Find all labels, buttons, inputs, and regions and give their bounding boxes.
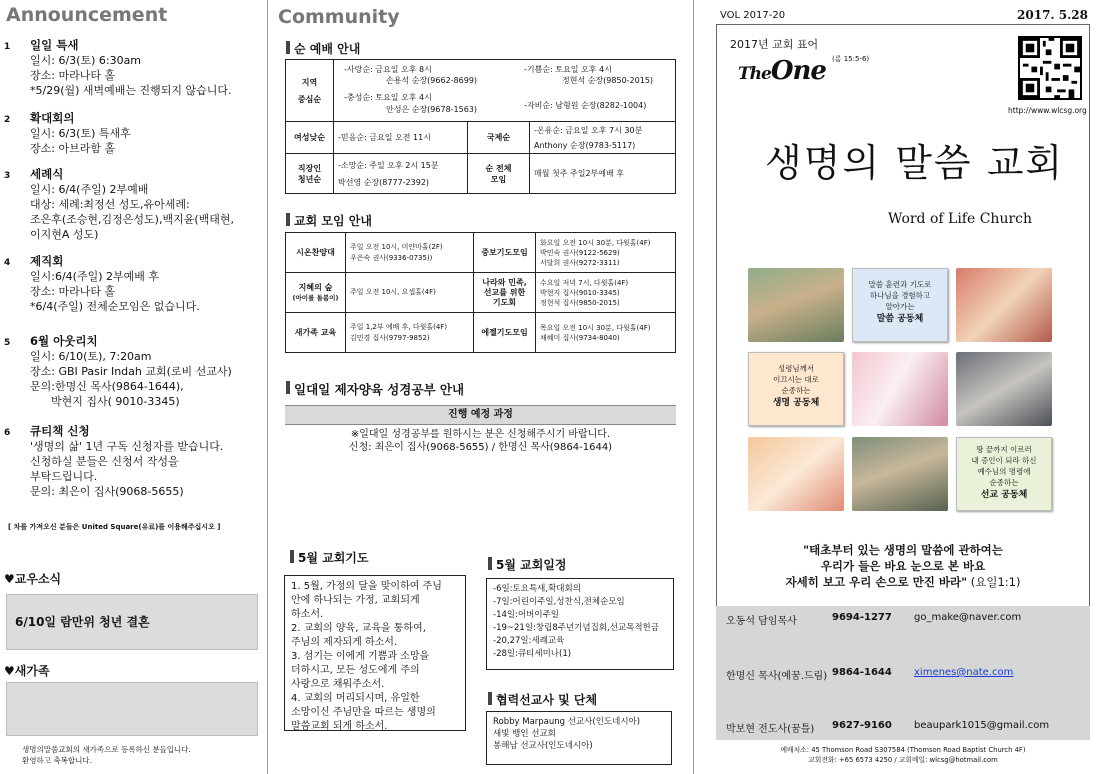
label-line: 순 전체 [485, 163, 512, 173]
region-text: -충성순: 토요일 오후 4시 [344, 92, 432, 102]
region-text: 손용석 순장(9662-8699) [386, 75, 478, 85]
qr-code-icon[interactable] [1018, 36, 1082, 100]
meeting-text: 정현석 집사(9850-2015) [540, 298, 620, 307]
quote-reference: (요일1:1) [967, 575, 1021, 589]
caption-line: 성령님께서 [777, 364, 815, 373]
news-text: 6/10일 람만위 청년 결혼 [15, 615, 150, 629]
prayer-line: 사랑으로 채워주소서. [291, 679, 385, 690]
bulletin-date: 2017. 5.28 [1017, 8, 1088, 22]
meeting-label [286, 273, 346, 313]
caption-word-community [852, 268, 948, 342]
meeting-cell [536, 233, 676, 273]
region-cell [334, 60, 676, 122]
volume-number: VOL 2017-20 [720, 10, 786, 21]
region-text: -사랑순: 금요일 오후 8시 [344, 64, 432, 74]
meeting-text: 우은숙 권사(9336-0735)) [350, 253, 433, 262]
prayer-line: 주님의 제자되게 하소서. [291, 637, 398, 648]
website-url[interactable]: http://www.wlcsg.org [1008, 106, 1087, 115]
prayer-line: 2. 교회의 양육, 교육을 통하여, [291, 623, 426, 634]
item-line: 문의:한명신 목사(9864-1644), [30, 380, 184, 393]
schedule-line: -14일:어버이주일 [493, 610, 560, 620]
contact-email[interactable]: go_make@naver.com [914, 612, 1022, 623]
item-line: 장소: 마라나타 홀 [30, 285, 116, 298]
prayer-line: 3. 섬기는 이에게 기쁨과 소망을 [291, 651, 430, 662]
label-line: 지혜의 숲 [298, 282, 333, 292]
item-line: 장소: 아브라함 홀 [30, 142, 116, 155]
caption-line: 순종하는 [989, 478, 1019, 487]
quote-line: "태초부터 있는 생명의 말씀에 관하여는 [803, 543, 1003, 557]
logo-the: The [738, 64, 771, 84]
item-number: 4 [4, 258, 11, 268]
caption-line: 내 증인이 되라 하신 [971, 456, 1037, 465]
item-number: 5 [4, 338, 11, 348]
announcement-item [4, 334, 262, 409]
intl-cell [530, 122, 676, 154]
announcement-item [4, 111, 262, 156]
prayer-line: 4. 교회의 머리되시며, 유일한 [291, 693, 420, 704]
item-line: 일시: 6/10(토), 7:20am [30, 350, 152, 363]
meeting-text: 박민숙 권사(9122-5629) [540, 248, 620, 257]
meeting-cell [536, 313, 676, 353]
progress-line: ※일대일 성경공부를 원하시는 분은 신청해주시기 바랍니다. [350, 429, 611, 440]
item-line: 박현지 집사( 9010-3345) [30, 395, 180, 408]
item-line: 이지현A 성도) [30, 228, 99, 241]
meeting-label: 나라와 민족, 선교를 위한 기도회 [474, 273, 536, 313]
item-number: 3 [4, 171, 11, 181]
progress-title: 진행 예정 과정 [285, 405, 676, 425]
newcomer-box [6, 682, 258, 736]
address-line: 예배처소: 45 Thomson Road S307584 (Thomson Road Baptist Church 4F) [780, 746, 1026, 754]
intl-label: 국제순 [468, 122, 530, 154]
item-heading: 확대회의 [30, 111, 75, 125]
meeting-cell [346, 233, 474, 273]
parking-note: [ 차를 가져오신 분들은 United Square(유료)를 이용해주십시오 ] [8, 523, 221, 531]
item-line: 일시:6/4(주일) 2부예배 후 [30, 270, 159, 283]
contact-email-link[interactable]: ximenes@nate.com [914, 667, 1014, 678]
women-label: 여성낮순 [286, 122, 334, 154]
region-text: 안성은 순장(9678-1563) [386, 104, 478, 114]
announcement-item [4, 424, 262, 499]
meeting-text: 수요일 저녁 7시, 다윗홀(4F) [540, 278, 629, 287]
region-text: -자비순: 남형원 순장(8282-1004) [524, 100, 647, 110]
item-line: 일시: 6/3(토) 6:30am [30, 54, 142, 67]
address-line: 교회전화: +65 6573 4250 / 교회메일: wlcsg@hotmail.com [808, 756, 998, 764]
caption-line: 땅 끝까지 이르러 [976, 445, 1032, 454]
region-text: -기쁨순: 토요일 오후 4시 [524, 64, 612, 74]
mission-line: Robby Marpaung 선교사(인도네시아) [493, 717, 641, 727]
work-cell [334, 154, 468, 194]
item-line: 부탁드립니다. [30, 470, 98, 483]
item-line: 신청하실 분들은 신청서 작성을 [30, 455, 179, 468]
motto-verse-ref: (롬 15:5-6) [832, 55, 870, 63]
prayer-line: 안에 하나되는 가정, 교회되게 [291, 595, 420, 606]
caption-line: 순종하는 [781, 386, 811, 395]
announcement-item [4, 38, 262, 98]
caption-bold: 선교 공동체 [980, 490, 1028, 500]
intl-text: -온유순: 금요일 오후 7시 30분 [534, 125, 643, 135]
meeting-text: 주일 1,2부 예배 후, 다윗홀(4F) [350, 322, 448, 331]
contact-phone: 9627-9160 [832, 720, 892, 731]
meeting-label: 시온찬양대 [286, 233, 346, 273]
scripture-quote [720, 542, 1086, 590]
item-heading: 제직회 [30, 254, 64, 268]
item-line: *5/29(월) 새벽예배는 진행되지 않습니다. [30, 84, 232, 97]
prayer-line: 더하시고, 모든 성도에게 주의 [291, 665, 420, 676]
meeting-text: 주일 오전 10시, 요셉홀(4F) [346, 273, 474, 313]
item-line: 일시: 6/4(주일) 2부예배 [30, 183, 149, 196]
caption-line: 이끄시는 대로 [773, 375, 819, 384]
caption-bold: 생명 공동체 [772, 398, 820, 408]
logo-one: One [770, 56, 826, 86]
contact-phone: 9694-1277 [832, 612, 892, 623]
mission-line: 봉해남 선교사(인도네시아) [493, 741, 593, 751]
caption-line: 알아가는 [885, 302, 915, 311]
item-line: 문의: 최은이 집사(9068-5655) [30, 485, 184, 498]
progress-note [285, 428, 676, 454]
caption-bold: 말씀 공동체 [876, 314, 924, 324]
meeting-cell [536, 273, 676, 313]
photo-worship-group [748, 268, 844, 342]
meeting-text: 주일 오전 10시, 미얀마홀(2F) [350, 242, 443, 251]
prayer-line: 말씀교회 되게 하소서. [291, 721, 388, 732]
schedule-line: -7일:어린이주일,성찬식,전체순모임 [493, 597, 625, 607]
photo-bible-study [956, 268, 1052, 342]
column-divider [693, 0, 694, 774]
small-group-table [285, 59, 676, 194]
announcement-item [4, 167, 262, 242]
caption-line: 하나님을 경험하고 [869, 291, 931, 300]
progress-line: 신청: 최은이 집사(9068-5655) / 한명신 목사(9864-1644) [348, 442, 613, 453]
mission-line: 새빛 뱅인 선교회 [493, 729, 556, 739]
contact-phone: 9864-1644 [832, 667, 892, 678]
newcomer-footnote [22, 744, 191, 766]
label-line: 청년순 [297, 174, 322, 184]
item-line: '생명의 삶' 1년 구독 신청자를 받습니다. [30, 440, 224, 453]
meeting-text: 목요일 오전 10시 30분, 다윗홀(4F) [540, 323, 651, 332]
photo-children [748, 437, 844, 511]
news-title: ♥교우소식 [4, 572, 62, 586]
meeting-text: 화요일 오전 10시 30분, 다윗홀(4F) [540, 238, 651, 247]
meeting-text: 서달희 권사(9272-3311) [540, 258, 620, 267]
news-box [6, 594, 258, 650]
item-heading: 일일 특새 [30, 38, 79, 52]
quote-line: 우리가 들은 바요 눈으로 본 바요 [820, 559, 986, 573]
meeting-label: 에젤기도모임 [474, 313, 536, 353]
caption-life-community [748, 352, 844, 426]
section-title: 협력선교사 및 단체 [488, 691, 597, 708]
photo-mission-team [852, 437, 948, 511]
schedule-line: -20,27일:세례교육 [493, 636, 565, 646]
contact-name: 한명신 목사(예꿈.드림) [726, 671, 828, 682]
community-title: Community [278, 6, 400, 28]
church-address [716, 745, 1090, 765]
label-line: 직장인 [297, 163, 322, 173]
meetings-table [285, 232, 676, 353]
meeting-text: 박현지 집사(9010-3345) [540, 288, 620, 297]
section-title: 5월 교회일정 [488, 556, 567, 573]
work-text: 박선영 순장(8777-2392) [338, 177, 430, 187]
prayer-line: 하소서. [291, 609, 324, 620]
item-line: 조은후(조승현,김정은성도),백지윤(백태현, [30, 213, 235, 226]
photo-family [852, 352, 948, 426]
item-heading: 세례식 [30, 167, 64, 181]
item-line: 장소: 마라나타 홀 [30, 69, 116, 82]
meeting-text: 김민경 집사(9797-9852) [350, 333, 430, 342]
footnote-line: 생명의말씀교회의 새가족으로 등록하신 분들입니다. [22, 745, 191, 754]
footnote-line: 환영하고 축복합니다. [22, 756, 92, 765]
church-name-korean: 생명의 말씀 교회 [765, 141, 1065, 185]
newcomer-title: ♥새가족 [4, 664, 50, 678]
contact-name: 박보현 전도사(꿈틀) [726, 724, 815, 735]
meeting-label: 새가족 교육 [286, 313, 346, 353]
all-label [468, 154, 530, 194]
prayer-line: 1. 5월, 가정의 달을 맞이하여 주님 [291, 581, 442, 592]
item-heading: 큐티책 신청 [30, 424, 90, 438]
prayer-box [284, 575, 466, 731]
section-title: 5월 교회기도 [290, 549, 369, 566]
prayer-line: 소망이신 주님만을 따르는 생명의 [291, 707, 436, 718]
work-label [286, 154, 334, 194]
label-line: 모임 [490, 174, 507, 184]
caption-line: 말씀 훈련과 기도로 [868, 280, 932, 289]
caption-mission-community [956, 437, 1052, 511]
church-name-english: Word of Life Church [888, 211, 1033, 227]
schedule-line: -6일:토요특새,확대회의 [493, 584, 581, 594]
announcement-item [4, 254, 262, 314]
contact-email[interactable]: beaupark1015@gmail.com [914, 720, 1050, 731]
schedule-line: -28일:큐티세미나(1) [493, 649, 572, 659]
meeting-text: 채혜미 집사(9734-8040) [540, 333, 620, 342]
mission-box [486, 711, 672, 765]
label-line: (아이를 돌봄이) [292, 293, 339, 302]
intl-text: Anthony 순장(9783-5117) [534, 140, 636, 150]
region-label: 지역 중심순 [286, 60, 334, 122]
section-title: 순 예배 안내 [286, 40, 360, 57]
item-number: 1 [4, 42, 11, 52]
contact-name: 오동석 담임목사 [726, 616, 797, 627]
year-motto-title: 2017년 교회 표어 [730, 38, 819, 51]
region-text: 정현석 순장(9850-2015) [562, 75, 654, 85]
announcement-title: Announcement [6, 4, 168, 26]
meeting-cell [346, 313, 474, 353]
column-divider [267, 0, 268, 774]
item-heading: 6월 아웃리치 [30, 334, 98, 348]
item-line: 일시: 6/3(토) 특새후 [30, 127, 131, 140]
schedule-box [486, 578, 674, 670]
women-text: -믿음순: 금요일 오전 11시 [334, 122, 468, 154]
photo-fellowship [956, 352, 1052, 426]
quote-line: 자세히 보고 우리 손으로 만진 바라" [785, 575, 968, 589]
all-text: 매월 첫주 주일2부예배 후 [530, 154, 676, 194]
item-number: 2 [4, 115, 11, 125]
the-one-logo [738, 56, 826, 86]
item-line: *6/4(주일) 전체순모임은 없습니다. [30, 300, 200, 313]
meeting-label: 중보기도모임 [474, 233, 536, 273]
work-text: -소망순: 주일 오후 2시 15분 [338, 160, 439, 170]
item-line: 대상: 세례:최정선 성도,유아세례: [30, 198, 190, 211]
item-line: 장소: GBI Pasir Indah 교회(로비 선교사) [30, 365, 232, 378]
schedule-line: -19~21일:창립8주년기념집회,선교목적헌금 [493, 623, 659, 633]
section-title: 교회 모임 안내 [286, 212, 372, 229]
caption-line: 예수님의 명령에 [977, 467, 1031, 476]
item-number: 6 [4, 428, 11, 438]
section-title: 일대일 제자양육 성경공부 안내 [286, 380, 464, 398]
